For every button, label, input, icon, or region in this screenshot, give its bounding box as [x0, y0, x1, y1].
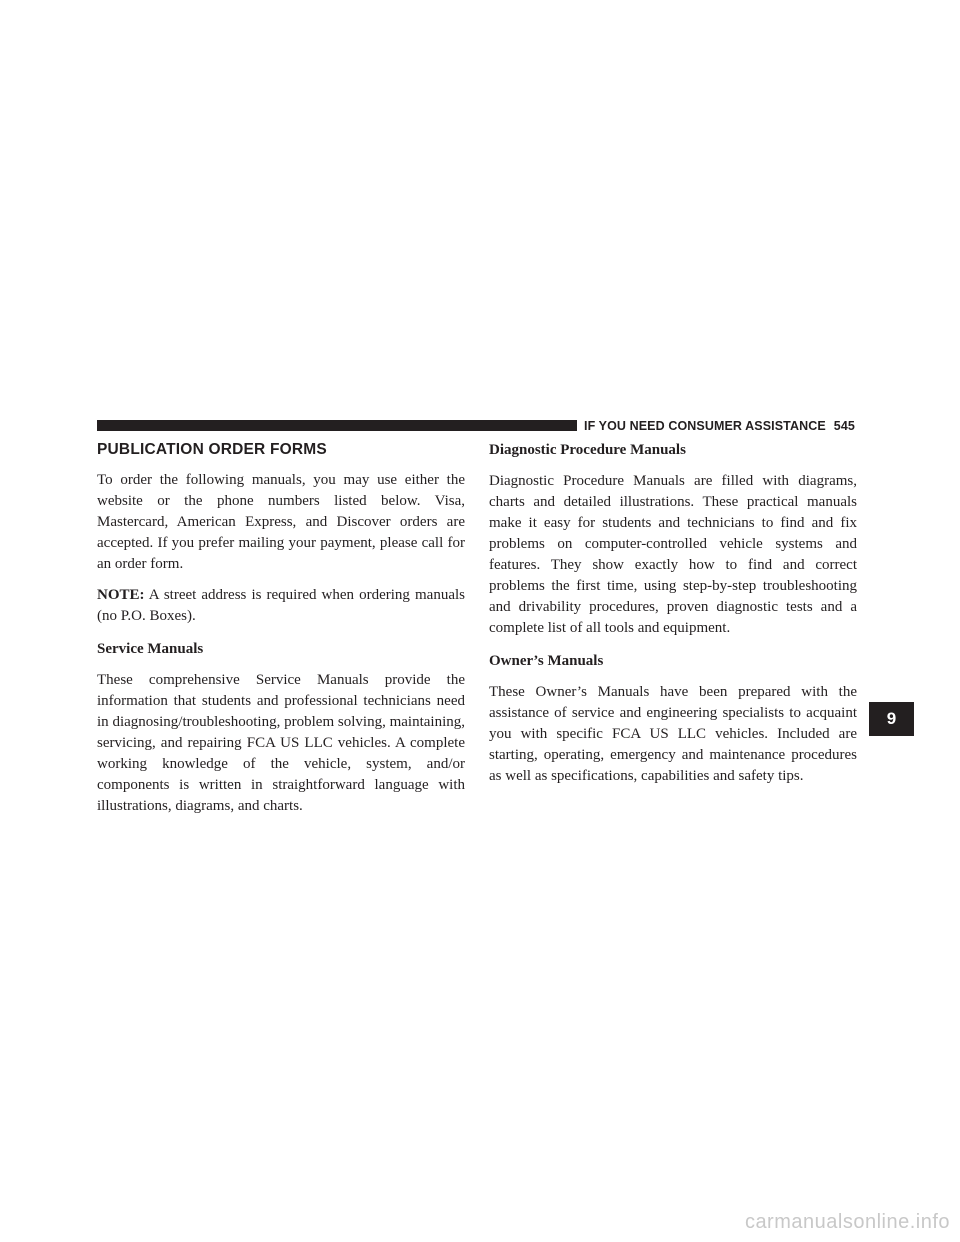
owners-manuals-paragraph: These Owner’s Manuals have been prepared with the assistance of service and engineering specialists to acquaint you with specific FCA US LLC vehicles. Included are starting, operating, emergency and maintenance procedures as well as specifications, capabilities and safety tips. [489, 684, 857, 784]
note-text: A street address is required when ordering manuals (no P.O. Boxes). [97, 587, 465, 624]
diagnostic-manuals-heading: Diagnostic Procedure Manuals [489, 442, 686, 458]
header-rule [97, 420, 577, 431]
service-manuals-paragraph: These comprehensive Service Manuals provide the information that students and professional technicians need in diagnosing/troubleshooting, problem solving, maintaining, servicing, and repairing FCA US LLC vehicles. A complete working knowledge of the vehicle, system, and/or components is written in straightforward language with illustrations, diagrams, and charts. [97, 672, 465, 814]
running-header [584, 418, 864, 434]
watermark: carmanualsonline.info [744, 1211, 950, 1233]
left-column [97, 438, 465, 827]
right-column [489, 438, 857, 797]
service-manuals-heading: Service Manuals [97, 641, 204, 657]
chapter-tab: 9 [869, 702, 914, 736]
note-paragraph [97, 585, 465, 627]
note-label: NOTE: [97, 587, 145, 603]
diagnostic-manuals-paragraph: Diagnostic Procedure Manuals are filled with diagrams, charts and detailed illustrations. These practical manuals make it easy for students and technicians to find and fix problems on computer-controlled vehicle systems and features. They show exactly how to find and correct problems the first time, using step-by-step troubleshooting and drivability procedures, proven diagnostic tests and a complete list of all tools and equipment. [489, 473, 857, 636]
intro-paragraph: To order the following manuals, you may use either the website or the phone numbers listed below. Visa, Mastercard, American Express, and Discover orders are accepted. If you prefer mailing your payment, please call for an order form. [97, 472, 465, 572]
header-title: IF YOU NEED CONSUMER ASSISTANCE [584, 419, 826, 433]
section-heading: PUBLICATION ORDER FORMS [97, 441, 327, 458]
page-number: 545 [833, 419, 855, 433]
owners-manuals-heading: Owner’s Manuals [489, 653, 604, 669]
